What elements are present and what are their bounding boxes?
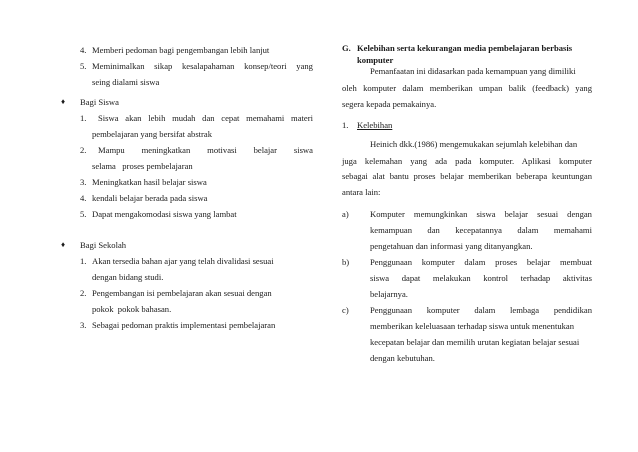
list-number: 3. — [80, 320, 87, 330]
list-item-text: dengan kebutuhan. — [370, 353, 435, 363]
paragraph-line: juga kelemahan yang ada pada komputer. Aplikasi komputer — [342, 156, 592, 166]
list-number: 1. — [80, 256, 87, 266]
paragraph-line: antara lain: — [342, 187, 381, 197]
diamond-bullet-icon: ♦ — [61, 97, 66, 106]
list-number: 4. — [80, 45, 87, 55]
section-heading: Bagi Siswa — [80, 97, 119, 107]
list-item-text: selama proses pembelajaran — [92, 161, 193, 171]
list-letter: a) — [342, 209, 349, 219]
list-item-text: kecepatan belajar dan memilih urutan kegiatan belajar sesuai — [370, 337, 580, 347]
section-title: Kelebihan serta kekurangan media pembelajaran berbasis — [357, 43, 573, 53]
list-number: 1. — [342, 120, 349, 130]
paragraph-line: sebagai alat bantu proses belajar memberikan beberapa keuntungan — [342, 171, 592, 181]
list-item-text: Memberi pedoman bagi pengembangan lebih lanjut — [92, 45, 270, 55]
list-item-text: dengan bidang studi. — [92, 272, 164, 282]
justified-line: Komputer memungkinkan siswa belajar sesuai dengan — [370, 209, 592, 219]
justified-line: Siswa akan lebih mudah dan cepat memahami materi — [98, 113, 313, 123]
section-heading: Bagi Sekolah — [80, 240, 127, 250]
paragraph-line: oleh komputer dalam memberikan umpan balik (feedback) yang — [342, 83, 592, 93]
justified-line: Penggunaan komputer dalam proses belajar membuat — [370, 257, 592, 267]
justified-line: Penggunaan komputer dalam lembaga pendidikan — [370, 305, 592, 315]
paragraph-line: Heinich dkk.(1986) mengemukakan sejumlah kelebihan dan — [370, 139, 578, 149]
list-item-text: kendali belajar berada pada siswa — [92, 193, 208, 203]
list-item-text: Sebagai pedoman praktis implementasi pembelajaran — [92, 320, 276, 330]
list-item-text: Akan tersedia bahan ajar yang telah divalidasi sesuai — [92, 256, 274, 266]
list-item-text: Dapat mengakomodasi siswa yang lambat — [92, 209, 237, 219]
list-letter: c) — [342, 305, 349, 315]
list-number: 4. — [80, 193, 87, 203]
list-number: 5. — [80, 209, 87, 219]
list-item-text: seing dialami siswa — [92, 77, 160, 87]
list-number: 5. — [80, 61, 87, 71]
diamond-bullet-icon: ♦ — [61, 240, 66, 249]
paragraph-line: Pemanfaatan ini didasarkan pada kemampuan yang dimiliki — [370, 66, 576, 76]
list-item-text: memberikan keleluasaan terhadap siswa untuk menentukan — [370, 321, 575, 331]
justified-line: Meminimalkan sikap kesalapahaman konsep/teori yang — [92, 61, 313, 71]
list-letter: b) — [342, 257, 350, 267]
list-number: 3. — [80, 177, 87, 187]
section-title: komputer — [357, 55, 394, 65]
paragraph-line: segera kepada pemakainya. — [342, 99, 437, 109]
justified-line: siswa dapat melakukan kontrol terhadap aktivitas — [370, 273, 592, 283]
subsection-heading: Kelebihan — [357, 120, 393, 130]
list-item-text: Pengembangan isi pembelajaran akan sesuai dengan — [92, 288, 272, 298]
list-number: 1. — [80, 113, 87, 123]
list-number: 2. — [80, 288, 87, 298]
list-item-text: pembelajaran yang bersifat abstrak — [92, 129, 213, 139]
list-item-text: Meningkatkan hasil belajar siswa — [92, 177, 207, 187]
section-letter: G. — [342, 43, 351, 53]
list-number: 2. — [80, 145, 87, 155]
list-item-text: pokok pokok bahasan. — [92, 304, 172, 314]
justified-line: kemampuan dan kecepatannya dalam memahami — [370, 225, 592, 235]
list-item-text: pengetahuan dan informasi yang ditanyangkan. — [370, 241, 533, 251]
justified-line: Mampu meningkatkan motivasi belajar siswa — [98, 145, 313, 155]
list-item-text: belajarnya. — [370, 289, 408, 299]
